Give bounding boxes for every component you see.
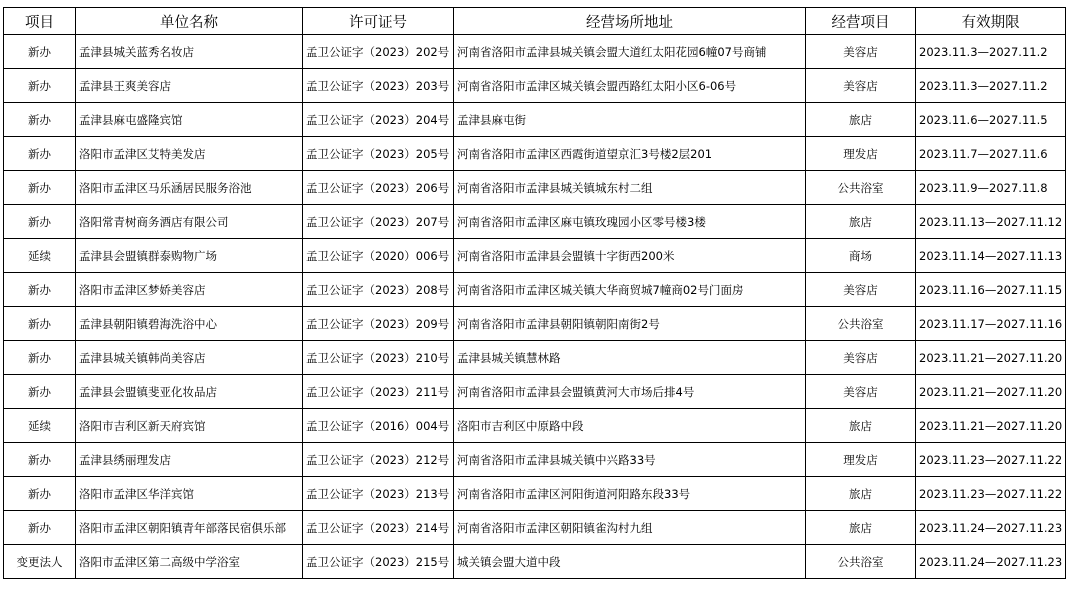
cell-unit-name: 孟津县城关镇韩尚美容店 (76, 341, 303, 375)
cell-license-no: 孟卫公证字（2023）207号 (303, 205, 454, 239)
license-table (3, 7, 1066, 579)
table-row (4, 341, 1066, 375)
cell-business-type: 理发店 (806, 137, 916, 171)
cell-business-type: 理发店 (806, 443, 916, 477)
cell-address: 河南省洛阳市孟津县城关镇会盟大道红太阳花园6幢07号商铺 (454, 35, 806, 69)
table-row (4, 477, 1066, 511)
cell-license-no: 孟卫公证字（2023）212号 (303, 443, 454, 477)
cell-license-no: 孟卫公证字（2023）208号 (303, 273, 454, 307)
cell-unit-name: 孟津县绣丽理发店 (76, 443, 303, 477)
cell-license-no: 孟卫公证字（2023）209号 (303, 307, 454, 341)
cell-unit-name: 孟津县王爽美容店 (76, 69, 303, 103)
cell-license-no: 孟卫公证字（2023）214号 (303, 511, 454, 545)
cell-unit-name: 孟津县会盟镇斐亚化妆品店 (76, 375, 303, 409)
cell-license-no: 孟卫公证字（2023）203号 (303, 69, 454, 103)
cell-validity: 2023.11.17—2027.11.16 (916, 307, 1066, 341)
cell-unit-name: 洛阳市孟津区朝阳镇青年部落民宿俱乐部 (76, 511, 303, 545)
cell-business-type: 美容店 (806, 341, 916, 375)
cell-address: 孟津县麻屯街 (454, 103, 806, 137)
cell-unit-name: 洛阳市孟津区马乐涵居民服务浴池 (76, 171, 303, 205)
cell-business-type: 旅店 (806, 477, 916, 511)
cell-project: 新办 (4, 205, 76, 239)
cell-license-no: 孟卫公证字（2023）206号 (303, 171, 454, 205)
cell-project: 新办 (4, 273, 76, 307)
cell-address: 河南省洛阳市孟津县朝阳镇朝阳南街2号 (454, 307, 806, 341)
table-row (4, 375, 1066, 409)
cell-validity: 2023.11.21—2027.11.20 (916, 409, 1066, 443)
header-row (4, 8, 1066, 35)
cell-business-type: 旅店 (806, 103, 916, 137)
cell-address: 河南省洛阳市孟津县城关镇城东村二组 (454, 171, 806, 205)
cell-unit-name: 洛阳市孟津区梦娇美容店 (76, 273, 303, 307)
cell-address: 河南省洛阳市孟津区城关镇大华商贸城7幢商02号门面房 (454, 273, 806, 307)
table-row (4, 409, 1066, 443)
cell-validity: 2023.11.16—2027.11.15 (916, 273, 1066, 307)
cell-project: 新办 (4, 171, 76, 205)
cell-project: 新办 (4, 477, 76, 511)
cell-validity: 2023.11.23—2027.11.22 (916, 477, 1066, 511)
cell-validity: 2023.11.7—2027.11.6 (916, 137, 1066, 171)
header-cell-business-type: 经营项目 (806, 8, 916, 35)
cell-business-type: 美容店 (806, 69, 916, 103)
cell-business-type: 公共浴室 (806, 307, 916, 341)
table-row (4, 35, 1066, 69)
cell-project: 新办 (4, 511, 76, 545)
cell-project: 新办 (4, 443, 76, 477)
cell-unit-name: 孟津县城关蓝秀名妆店 (76, 35, 303, 69)
header-cell-unit-name: 单位名称 (76, 8, 303, 35)
cell-validity: 2023.11.21—2027.11.20 (916, 375, 1066, 409)
table-row (4, 103, 1066, 137)
table-row (4, 205, 1066, 239)
cell-validity: 2023.11.23—2027.11.22 (916, 443, 1066, 477)
cell-validity: 2023.11.21—2027.11.20 (916, 341, 1066, 375)
cell-address: 河南省洛阳市孟津区河阳街道河阳路东段33号 (454, 477, 806, 511)
cell-license-no: 孟卫公证字（2023）202号 (303, 35, 454, 69)
cell-address: 河南省洛阳市孟津县城关镇中兴路33号 (454, 443, 806, 477)
table-row (4, 171, 1066, 205)
header-cell-address: 经营场所地址 (454, 8, 806, 35)
cell-project: 新办 (4, 341, 76, 375)
cell-address: 河南省洛阳市孟津区西霞街道望京汇3号楼2层201 (454, 137, 806, 171)
table-row (4, 273, 1066, 307)
cell-project: 新办 (4, 103, 76, 137)
cell-business-type: 旅店 (806, 205, 916, 239)
cell-validity: 2023.11.6—2027.11.5 (916, 103, 1066, 137)
header-cell-project: 项目 (4, 8, 76, 35)
table-row (4, 307, 1066, 341)
table-row (4, 137, 1066, 171)
cell-business-type: 商场 (806, 239, 916, 273)
cell-unit-name: 洛阳市孟津区华洋宾馆 (76, 477, 303, 511)
cell-unit-name: 洛阳市孟津区艾特美发店 (76, 137, 303, 171)
table-row (4, 443, 1066, 477)
cell-project: 新办 (4, 69, 76, 103)
cell-unit-name: 洛阳市吉利区新天府宾馆 (76, 409, 303, 443)
cell-address: 城关镇会盟大道中段 (454, 545, 806, 579)
cell-license-no: 孟卫公证字（2023）213号 (303, 477, 454, 511)
cell-validity: 2023.11.24—2027.11.23 (916, 545, 1066, 579)
cell-address: 河南省洛阳市孟津区城关镇会盟西路红太阳小区6-06号 (454, 69, 806, 103)
cell-business-type: 美容店 (806, 35, 916, 69)
cell-business-type: 美容店 (806, 375, 916, 409)
cell-validity: 2023.11.14—2027.11.13 (916, 239, 1066, 273)
cell-project: 延续 (4, 409, 76, 443)
cell-business-type: 旅店 (806, 409, 916, 443)
cell-unit-name: 洛阳常青树商务酒店有限公司 (76, 205, 303, 239)
table-row (4, 239, 1066, 273)
cell-validity: 2023.11.13—2027.11.12 (916, 205, 1066, 239)
cell-business-type: 美容店 (806, 273, 916, 307)
cell-license-no: 孟卫公证字（2023）210号 (303, 341, 454, 375)
cell-validity: 2023.11.3—2027.11.2 (916, 69, 1066, 103)
cell-license-no: 孟卫公证字（2023）204号 (303, 103, 454, 137)
table-row (4, 69, 1066, 103)
cell-license-no: 孟卫公证字（2023）205号 (303, 137, 454, 171)
cell-project: 变更法人 (4, 545, 76, 579)
header-cell-license-no: 许可证号 (303, 8, 454, 35)
cell-validity: 2023.11.3—2027.11.2 (916, 35, 1066, 69)
cell-validity: 2023.11.9—2027.11.8 (916, 171, 1066, 205)
cell-license-no: 孟卫公证字（2016）004号 (303, 409, 454, 443)
cell-business-type: 公共浴室 (806, 545, 916, 579)
cell-project: 延续 (4, 239, 76, 273)
cell-project: 新办 (4, 375, 76, 409)
cell-business-type: 旅店 (806, 511, 916, 545)
cell-project: 新办 (4, 35, 76, 69)
cell-address: 河南省洛阳市孟津县会盟镇黄河大市场后排4号 (454, 375, 806, 409)
cell-business-type: 公共浴室 (806, 171, 916, 205)
cell-address: 孟津县城关镇慧林路 (454, 341, 806, 375)
cell-address: 河南省洛阳市孟津县会盟镇十字街西200米 (454, 239, 806, 273)
table-row (4, 545, 1066, 579)
cell-unit-name: 洛阳市孟津区第二高级中学浴室 (76, 545, 303, 579)
cell-license-no: 孟卫公证字（2023）215号 (303, 545, 454, 579)
cell-address: 河南省洛阳市孟津区朝阳镇雀沟村九组 (454, 511, 806, 545)
table-row (4, 511, 1066, 545)
cell-validity: 2023.11.24—2027.11.23 (916, 511, 1066, 545)
cell-license-no: 孟卫公证字（2020）006号 (303, 239, 454, 273)
cell-unit-name: 孟津县会盟镇群泰购物广场 (76, 239, 303, 273)
cell-address: 河南省洛阳市孟津区麻屯镇玫瑰园小区零号楼3楼 (454, 205, 806, 239)
cell-unit-name: 孟津县朝阳镇碧海洗浴中心 (76, 307, 303, 341)
cell-license-no: 孟卫公证字（2023）211号 (303, 375, 454, 409)
cell-project: 新办 (4, 307, 76, 341)
cell-project: 新办 (4, 137, 76, 171)
cell-unit-name: 孟津县麻屯盛隆宾馆 (76, 103, 303, 137)
cell-address: 洛阳市吉利区中原路中段 (454, 409, 806, 443)
header-cell-validity: 有效期限 (916, 8, 1066, 35)
